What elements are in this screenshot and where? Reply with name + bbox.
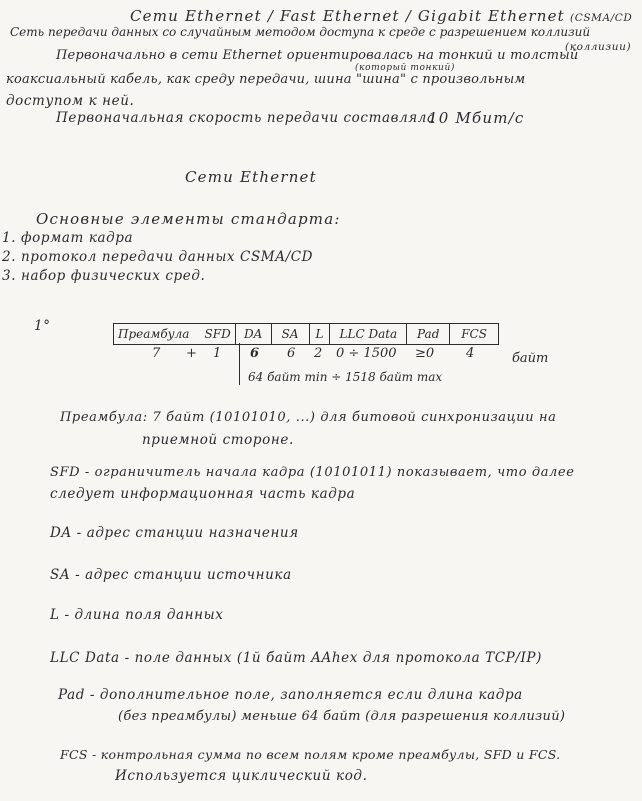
def-pad-cont: (без преамбулы) меньше 64 байт (для разрешения коллизий) [118,709,566,724]
size-l: 2 [314,346,323,361]
def-sfd-cont: следует информационная часть кадра [50,486,356,502]
def-fcs-cont: Используется циклический код. [115,768,368,784]
page-heading: Сети Ethernet / Fast Ethernet / Gigabit Ethernet [130,7,565,25]
def-fcs: FCS - контрольная сумма по всем полям кроме преамбулы, SFD и FCS. [60,747,561,762]
def-llc-data: LLC Data - поле данных (1й байт AAhex для протокола TCP/IP) [50,650,542,666]
intro-line-1: Сеть передачи данных со случайным методом доступа к среде с разрешением коллизий [10,25,591,39]
field-llc-data: LLC Data [330,324,407,344]
field-pad: Pad [407,324,450,344]
intro-line-2: Первоначально в сети Ethernet ориентировалась на тонкий и толстый [56,48,579,63]
field-da: DA [236,324,272,344]
frame-divider [239,343,240,385]
frame-marker: 1° [34,318,51,334]
intro-line-3: коаксиальный кабель, как среду передачи, шина "шина" с произвольным [6,72,526,87]
intro-note-thin: (который тонкий) [355,63,455,73]
size-sfd: 1 [213,346,222,361]
field-l: L [310,324,331,344]
field-sfd: SFD [204,327,231,341]
def-preamble-cont: приемной стороне. [142,432,294,448]
size-preamble: 7 [152,346,161,361]
def-da: DA - адрес станции назначения [50,525,299,541]
def-l: L - длина поля данных [50,607,224,623]
speed-value: 10 Мбит/с [428,109,525,127]
elements-title: Основные элементы стандарта: [36,210,341,228]
intro-line-4: доступом к ней. [6,93,135,109]
field-fcs: FCS [461,327,487,341]
size-unit: байт [512,351,549,366]
def-pad: Pad - дополнительное поле, заполняется если длина кадра [58,687,523,703]
size-da: 6 [250,346,260,361]
intro-note-collisions: (коллизии) [565,41,632,53]
size-sa: 6 [287,346,296,361]
field-sa: SA [272,324,310,344]
speed-line: Первоначальная скорость передачи составляла [56,110,436,126]
def-preamble: Преамбула: 7 байт (10101010, ...) для битовой синхронизации на [60,410,557,425]
frame-format-table [113,323,499,345]
frame-cell-preamble-sfd [114,324,236,344]
size-pad: ≥0 [415,346,435,361]
def-sfd: SFD - ограничитель начала кадра (10101011) показывает, что далее [50,465,575,480]
size-llc-data: 0 ÷ 1500 [336,346,397,361]
size-fcs: 4 [466,346,475,361]
frame-size-range: 64 байт min ÷ 1518 байт max [248,370,443,384]
field-preamble: Преамбула [118,327,190,341]
csma-note: (CSMA/CD [570,12,633,24]
element-item: 3. набор физических сред. [2,268,206,284]
element-item: 1. формат кадра [2,230,134,246]
size-plus: + [186,346,197,361]
element-item: 2. протокол передачи данных CSMA/CD [2,249,314,265]
section-title: Сети Ethernet [185,168,317,186]
def-sa: SA - адрес станции источника [50,567,292,583]
